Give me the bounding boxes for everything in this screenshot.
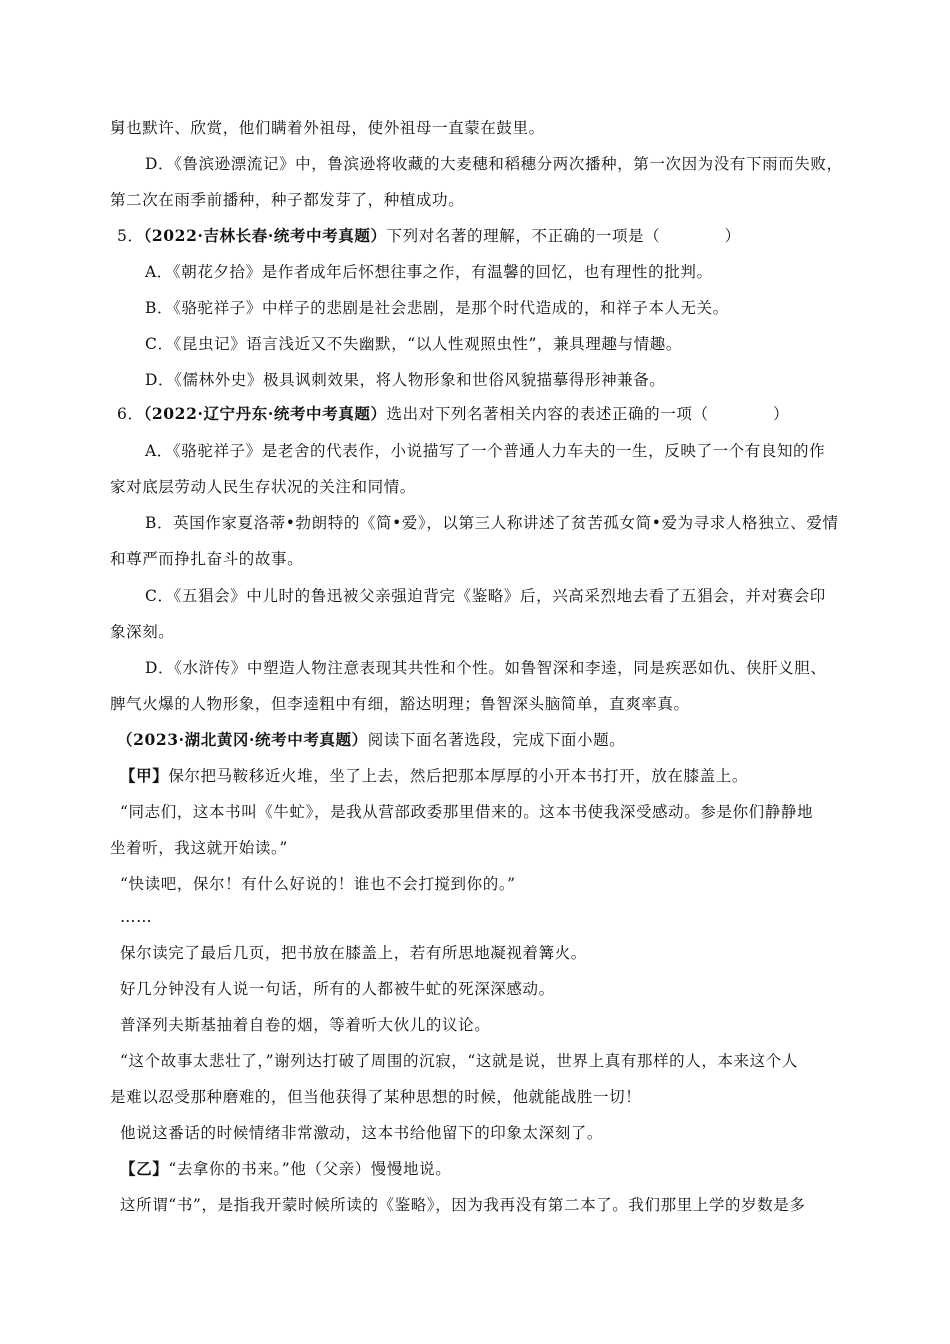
text-line: 第二次在雨季前播种，种子都发芽了，种植成功。: [110, 191, 465, 209]
question-source: （2022·吉林长春·统考中考真题）: [143, 226, 387, 245]
option-c-line-2: 象深刻。: [110, 623, 175, 641]
option-b-line-2: 和尊严而挣扎奋斗的故事。: [110, 550, 304, 568]
option-d: D．《儒林外史》极具讽刺效果，将人物形象和世俗风貌描摹得形神兼备。: [145, 371, 666, 389]
passage-text: 保尔把马鞍移近火堆，坐了上去，然后把那本厚厚的小开本书打开，放在膝盖上。: [168, 767, 748, 785]
option-d-line-1: D．《水浒传》中塑造人物注意表现其共性和个性。如鲁智深和李逵，同是疾恶如仇、侠肝义胆、: [145, 659, 827, 677]
passage-line: 普泽列夫斯基抽着自卷的烟，等着听大伙儿的议论。: [120, 1016, 491, 1034]
question-number: 5．: [117, 227, 144, 245]
passage-ellipsis: ……: [120, 908, 153, 926]
text-line: 舅也默许、欣赏，他们瞒着外祖母，使外祖母一直蒙在鼓里。: [110, 119, 545, 137]
option-c-line-1: C．《五猖会》中儿时的鲁迅被父亲强迫背完《鉴略》后，兴高采烈地去看了五猖会，并对赛会印: [145, 587, 826, 605]
option-b: B．《骆驼祥子》中样子的悲剧是社会悲剧，是那个时代造成的，和祥子本人无关。: [145, 299, 729, 317]
question-5: [117, 225, 741, 247]
passage-line: 坐着听，我这就开始读。”: [110, 839, 288, 857]
option-a-line-1: A．《骆驼祥子》是老舍的代表作，小说描写了一个普通人力车夫的一生，反映了一个有良知的作: [145, 442, 826, 460]
passage-line: “这个故事太悲壮了，”谢列达打破了周围的沉寂，“这就是说，世界上真有那样的人，本来这个人: [120, 1052, 798, 1070]
passage-line: 他说这番话的时候情绪非常激动，这本书给他留下的印象太深刻了。: [120, 1124, 604, 1142]
passage-text: “去拿你的书来。”他（父亲）慢慢地说。: [168, 1160, 452, 1178]
reading-heading: [117, 729, 625, 751]
passage-yi-first: [120, 1158, 451, 1180]
passage-label-jia: 【甲】: [120, 766, 169, 785]
question-number: 6．: [117, 405, 144, 423]
option-a-line-2: 家对底层劳动人民生存状况的关注和同情。: [110, 478, 416, 496]
passage-line: 这所谓“书”，是指我开蒙时候所读的《鉴略》，因为我再没有第二本了。我们那里上学的岁数是多: [120, 1196, 806, 1214]
option-b-line-1: B．英国作家夏洛蒂•勃朗特的《简•爱》，以第三人称讲述了贫苦孤女简•爱为寻求人格独立、爱情: [145, 514, 839, 532]
option-d-line-2: 脾气火爆的人物形象，但李逵粗中有细，豁达明理；鲁智深头脑简单，直爽率真。: [110, 695, 690, 713]
question-source: （2022·辽宁丹东·统考中考真题）: [143, 404, 387, 423]
passage-line: 是难以忍受那种磨难的，但当他获得了某种思想的时候，他就能战胜一切！: [110, 1088, 642, 1106]
option-c: C．《昆虫记》语言浅近又不失幽默，“以人性观照虫性”，兼具理趣与情趣。: [145, 335, 682, 353]
passage-line: “同志们，这本书叫《牛虻》，是我从营部政委那里借来的。这本书使我深受感动。参是你们静静地: [120, 803, 814, 821]
option-d-line: D．《鲁滨逊漂流记》中，鲁滨逊将收藏的大麦穗和稻穗分两次播种，第一次因为没有下雨而失败，: [145, 155, 843, 173]
question-stem: 选出对下列名著相关内容的表述正确的一项（ ）: [386, 405, 790, 423]
option-a: A．《朝花夕拾》是作者成年后怀想往事之作，有温馨的回忆，也有理性的批判。: [145, 263, 713, 281]
passage-line: 好几分钟没有人说一句话，所有的人都被牛虻的死深深感动。: [120, 980, 555, 998]
question-6: [117, 403, 789, 425]
reading-source: （2023·湖北黄冈·统考中考真题）: [117, 730, 368, 749]
passage-line: 保尔读完了最后几页，把书放在膝盖上，若有所思地凝视着篝火。: [120, 944, 587, 962]
question-stem: 下列对名著的理解，不正确的一项是（ ）: [386, 227, 741, 245]
passage-jia-first: [120, 765, 748, 787]
passage-line: “快读吧，保尔！有什么好说的！谁也不会打搅到你的。”: [120, 875, 516, 893]
passage-label-yi: 【乙】: [120, 1159, 169, 1178]
reading-instruction: 阅读下面名著选段，完成下面小题。: [367, 731, 626, 749]
